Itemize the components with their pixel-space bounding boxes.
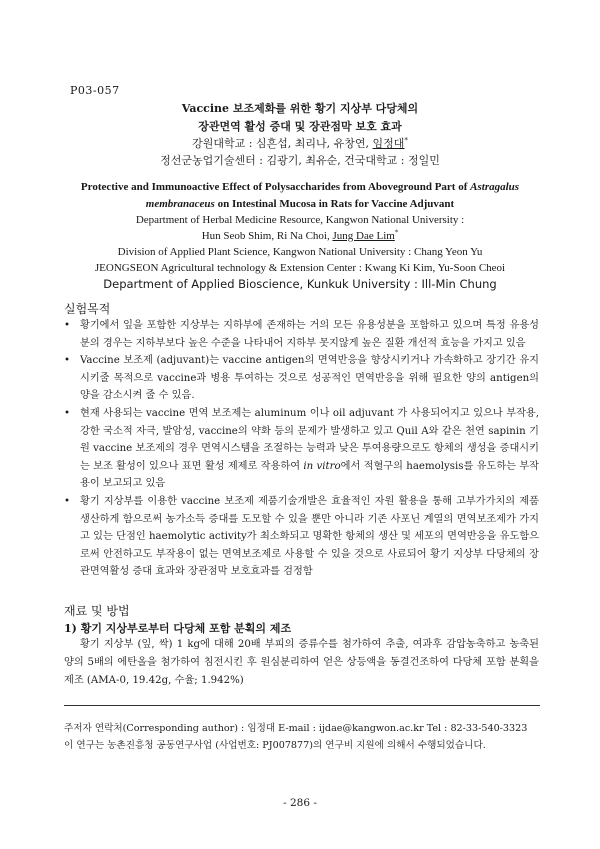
section-title-methods: 재료 및 방법 (64, 604, 130, 618)
korean-authors-line-1 (40, 135, 560, 151)
korean-title-line-2: 장관면역 활성 증대 및 장관점막 보호 효과 (198, 120, 402, 133)
objective-bullet-list (64, 317, 539, 581)
korean-authors-text: 강원대학교 : 심흔섭, 최리나, 유창연, (192, 137, 373, 150)
objective-bullet-2 (64, 352, 539, 405)
footnote-divider (64, 705, 540, 706)
bullet-text-end: 에서 적혈구의 haemolysis를 유도하는 부작용이 보고되고 있음 (80, 460, 539, 490)
objective-bullet-4 (64, 493, 539, 581)
bullet-text: 현재 사용되는 vaccine 면역 보조제는 aluminum 이나 oil adjuvant 가 사용되어지고 있으나 부작용, 강한 국소적 자극, 발암성, vaccine의 약화 등의 문제가 발생하고 있고 Quil A와 같은 천연 sapinin 기원 vaccine 보조제의 경우 면역시스템을 조절하는 능력과 낮은 투여용량으로도 항체의 생성을 증대시키는 보조 활성이 있으나 표면 활성 제제로 작용하여 (80, 407, 539, 472)
english-affiliation-4: JEONGSEON Agricultural technology & Extension Center : Kwang Ki Kim, Yu-Soon Cheoi (94, 262, 506, 274)
footnote-funding: 이 연구는 농촌진흥청 공동연구사업 (사업번호: PJ007877)의 연구비 지원에 의해서 수행되었습니다. (64, 740, 486, 751)
subsection-title-1: 1) 황기 지상부로부터 다당체 포함 분획의 제조 (64, 622, 292, 635)
english-title-rest: on Intestinal Mucosa in Rats for Vaccine Adjuvant (214, 198, 455, 210)
korean-corresponding-author: 임정대 (372, 137, 405, 150)
bullet-mark: • (64, 320, 71, 331)
english-authors-text: Hun Seob Shim, Ri Na Choi, (201, 230, 333, 242)
objective-bullet-1 (64, 317, 539, 352)
korean-title-line-1: Vaccine 보조제화를 위한 황기 지상부 다당체의 (181, 102, 419, 115)
korean-authors-line-2: 정선군농업기술센터 : 김광기, 최유순, 건국대학교 : 정일민 (160, 154, 440, 167)
bullet-text: 황기에서 잎을 포함한 지상부는 지하부에 존재하는 거의 모든 유용성분을 포함하고 있으며 특정 유용성분의 경우는 지하부보다 높은 수준을 나타내어 지하부 못지않게 높은 질환 개선적 효능을 가지고 있음 (80, 320, 539, 349)
subsection-body-1: 황기 지상부 (잎, 싹) 1 kg에 대해 20배 부피의 증류수를 첨가하여 추출, 여과후 감압농축하고 농축된 양의 5배의 에탄올을 첨가하여 침전시킨 후 원심분리하여 얻은 상등액을 동결건조하여 다당체 포함 분획을 제조 (AMA-0, 19.42g, 수율; 1.942%) (64, 639, 539, 686)
bullet-italic-text: in vitro (303, 460, 341, 472)
abstract-code: P03-057 (70, 84, 120, 97)
english-corresponding-author: Jung Dae Lim (332, 230, 395, 242)
bullet-text: Vaccine 보조제 (adjuvant)는 vaccine antigen의 면역반응을 향상시키거나 가속화하고 장기간 유지시키줄 목적으로 vaccine과 병용 투여하는 것으로 성공적인 면역반응을 위해 필요한 양의 antigen의 양을 감소시켜 줄 수 있음. (80, 355, 539, 402)
footnote-corresponding-author: 주저자 연락처(Corresponding author) : 임정대 E-mail : ijdae@kangwon.ac.kr Tel : 82-33-540-3323 (64, 723, 528, 734)
bullet-text: 황기 지상부를 이용한 vaccine 보조제 제품기술개발은 효율적인 자원 활용을 통해 고부가가치의 제품 생산하게 함으로써 농가소득 증대를 도모할 수 있을 뿐만 아니라 기존 사포닌 계열의 면역보조제가 가지고 있는 단점인 haemolytic activity가 최소화되고 명확한 항체의 생산 및 세포의 면역반응을 유도함으로써 안전하고도 부작용이 없는 면역보조제로 사용할 수 있을 것으로 사료되어 황기 지상부 다당체의 장관면역활성 증대 효과와 장관점막 보호효과를 검정함 (80, 495, 539, 578)
objective-bullet-3 (64, 405, 539, 493)
english-title-line-2 (40, 198, 560, 210)
english-title-genus: Astragalus (470, 181, 520, 193)
page-number: - 286 - (283, 797, 317, 809)
english-title-line-1 (40, 181, 560, 193)
section-title-objective: 실험목적 (64, 302, 111, 316)
bullet-mark: • (64, 355, 71, 367)
english-affiliation-2 (40, 230, 560, 242)
corresponding-mark: * (404, 136, 408, 145)
english-affiliation-1: Department of Herbal Medicine Resource, Kangwon National University : (135, 214, 465, 226)
english-title-text: Protective and Immunoactive Effect of Polysaccharides from Aboveground Part of (80, 181, 471, 193)
english-affiliation-3: Division of Applied Plant Science, Kangwon National University : Chang Yeon Yu (117, 246, 483, 258)
english-title-species: membranaceus (145, 198, 215, 210)
bullet-mark: • (64, 407, 71, 419)
english-affiliation-5: Department of Applied Bioscience, Kunkuk University : Ill-Min Chung (103, 277, 497, 291)
english-corresponding-mark: * (394, 228, 399, 237)
bullet-mark: • (64, 495, 71, 507)
